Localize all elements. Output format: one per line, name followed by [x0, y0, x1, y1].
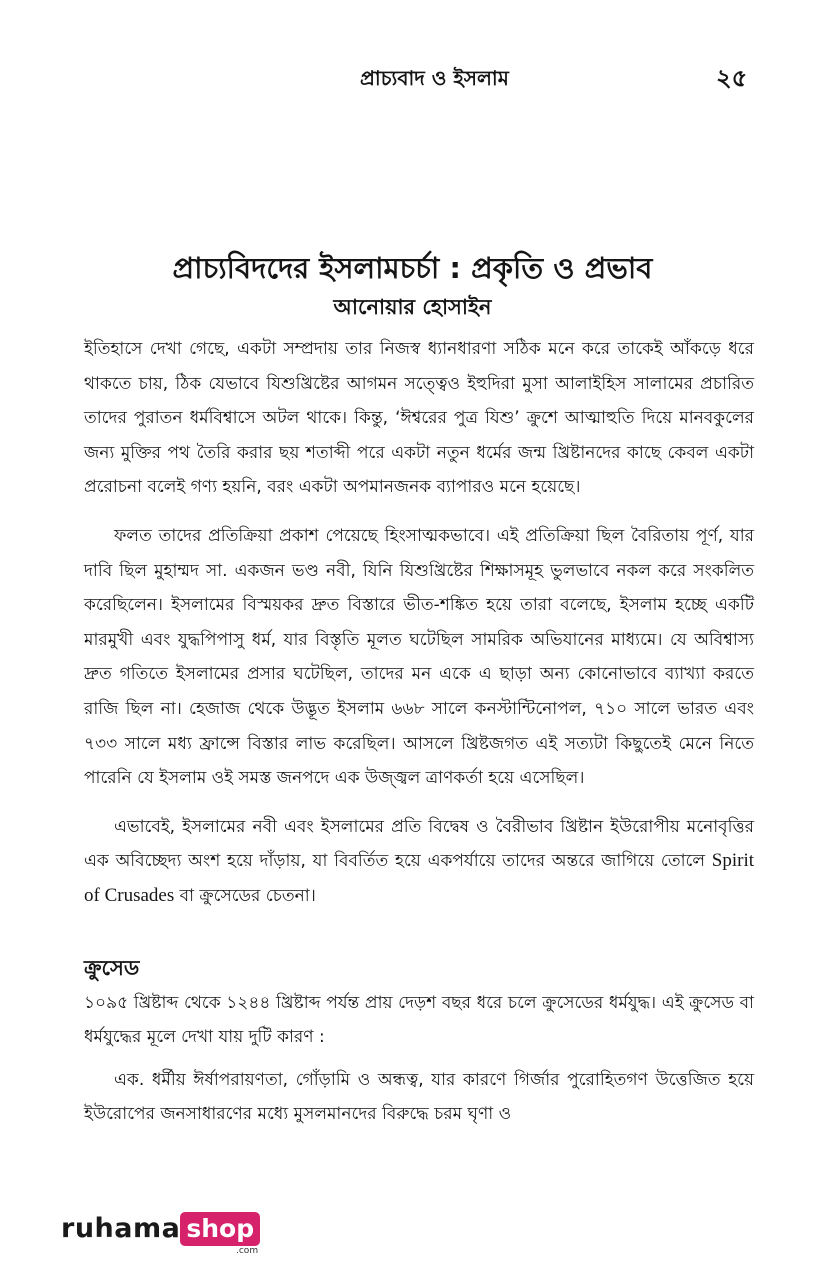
section-heading: ক্রুসেড	[84, 955, 140, 980]
page-number: ২৫	[716, 64, 748, 92]
article-title: প্রাচ্যবিদদের ইসলামচর্চা : প্রকৃতি ও প্রভাব	[172, 251, 653, 285]
logo-shop-box: shop	[180, 1212, 260, 1246]
running-header-title: প্রাচ্যবাদ ও ইসলাম	[360, 66, 509, 90]
body-paragraph-1: ইতিহাসে দেখা গেছে, একটা সম্প্রদায় তার নিজস্ব ধ্যানধারণা সঠিক মনে করে তাকেই আঁকড়ে ধরে থাকতে চায়, ঠিক যেভাবে যিশুখ্রিষ্টের আগমন সত্ত্বেও ইহুদিরা মুসা আলাইহিস সালামের প্রচারিত তাদের পুরাতন ধর্মবিশ্বাসে অটল থাকে। কিন্তু, ‘ঈশ্বরের পুত্র যিশু’ ক্রুশে আত্মাহুতি দিয়ে মানবকুলের জন্য মুক্তির পথ তৈরি করার ছয় শতাব্দী পরে একটা নতুন ধর্মের জন্ম খ্রিষ্টানদের কাছে কেবল একটা প্ররোচনা বলেই গণ্য হয়নি, বরং একটা অপমানজনক ব্যাপারও মনে হয়েছে।	[84, 339, 754, 498]
ruhamashop-logo	[61, 1212, 260, 1256]
article-author: আনোয়ার হোসাইন	[333, 295, 492, 319]
section-paragraph-2: এক. ধর্মীয় ঈর্ষাপরায়ণতা, গোঁড়ামি ও অন্ধত্ব, যার কারণে গির্জার পুরোহিতগণ উত্তেজিত হয়ে ইউরোপের জনসাধারণের মধ্যে মুসলমানদের বিরুদ্ধে চরম ঘৃণা ও	[84, 1069, 754, 1125]
section-paragraph-1: ১০৯৫ খ্রিষ্টাব্দ থেকে ১২৪৪ খ্রিষ্টাব্দ পর্যন্ত প্রায় দেড়শ বছর ধরে চলে ক্রুসেডের ধর্মযুদ্ধ। এই ক্রুসেড বা ধর্মযুদ্ধের মূলে দেখা যায় দুটি কারণ :	[84, 992, 754, 1048]
logo-domain: .com	[236, 1246, 259, 1256]
logo-box-wrap	[180, 1212, 260, 1256]
body-paragraph-2: ফলত তাদের প্রতিক্রিয়া প্রকাশ পেয়েছে হিংসাত্মকভাবে। এই প্রতিক্রিয়া ছিল বৈরিতায় পূর্ণ, যার দাবি ছিল মুহাম্মদ সা. একজন ভণ্ড নবী, যিনি যিশুখ্রিষ্টের শিক্ষাসমূহ ভুলভাবে নকল করে সংকলিত করেছিলেন। ইসলামের বিস্ময়কর দ্রুত বিস্তারে ভীত-শঙ্কিত হয়ে তারা বলেছে, ইসলাম হচ্ছে একটি মারমুখী এবং যুদ্ধপিপাসু ধর্ম, যার বিস্তৃতি মূলত ঘটেছিল সামরিক অভিযানের মাধ্যমে। যে অবিশ্বাস্য দ্রুত গতিতে ইসলামের প্রসার ঘটেছিল, তাদের মন একে এ ছাড়া অন্য কোনোভাবে ব্যাখ্যা করতে রাজি ছিল না। হেজাজ থেকে উদ্ভূত ইসলাম ৬৬৮ সালে কনস্টান্টিনোপল, ৭১০ সালে ভারত এবং ৭৩৩ সালে মধ্য ফ্রান্সে বিস্তার লাভ করেছিল। আসলে খ্রিষ্টজগত এই সত্যটা কিছুতেই মেনে নিতে পারেনি যে ইসলাম ওই সমস্ত জনপদে এক উজ্জ্বল ত্রাণকর্তা হয়ে এসেছিল।	[84, 525, 754, 789]
body-paragraph-3-text: এভাবেই, ইসলামের নবী এবং ইসলামের প্রতি বিদ্বেষ ও বৈরীভাব খ্রিষ্টান ইউরোপীয় মনোবৃত্তির এক অবিচ্ছেদ্য অংশ হয়ে দাঁড়ায়, যা বিবর্তিত হয়ে একপর্যায়ে তাদের অন্তরে জাগিয়ে তোলে	[84, 816, 754, 872]
article-body	[84, 332, 754, 1132]
body-paragraph-3-tail: বা ক্রুসেডের চেতনা।	[179, 885, 316, 906]
logo-word: ruhama	[61, 1213, 181, 1244]
body-paragraph-3	[84, 810, 754, 914]
body-paragraph-3-latin: Spirit of Crusades	[84, 850, 755, 906]
